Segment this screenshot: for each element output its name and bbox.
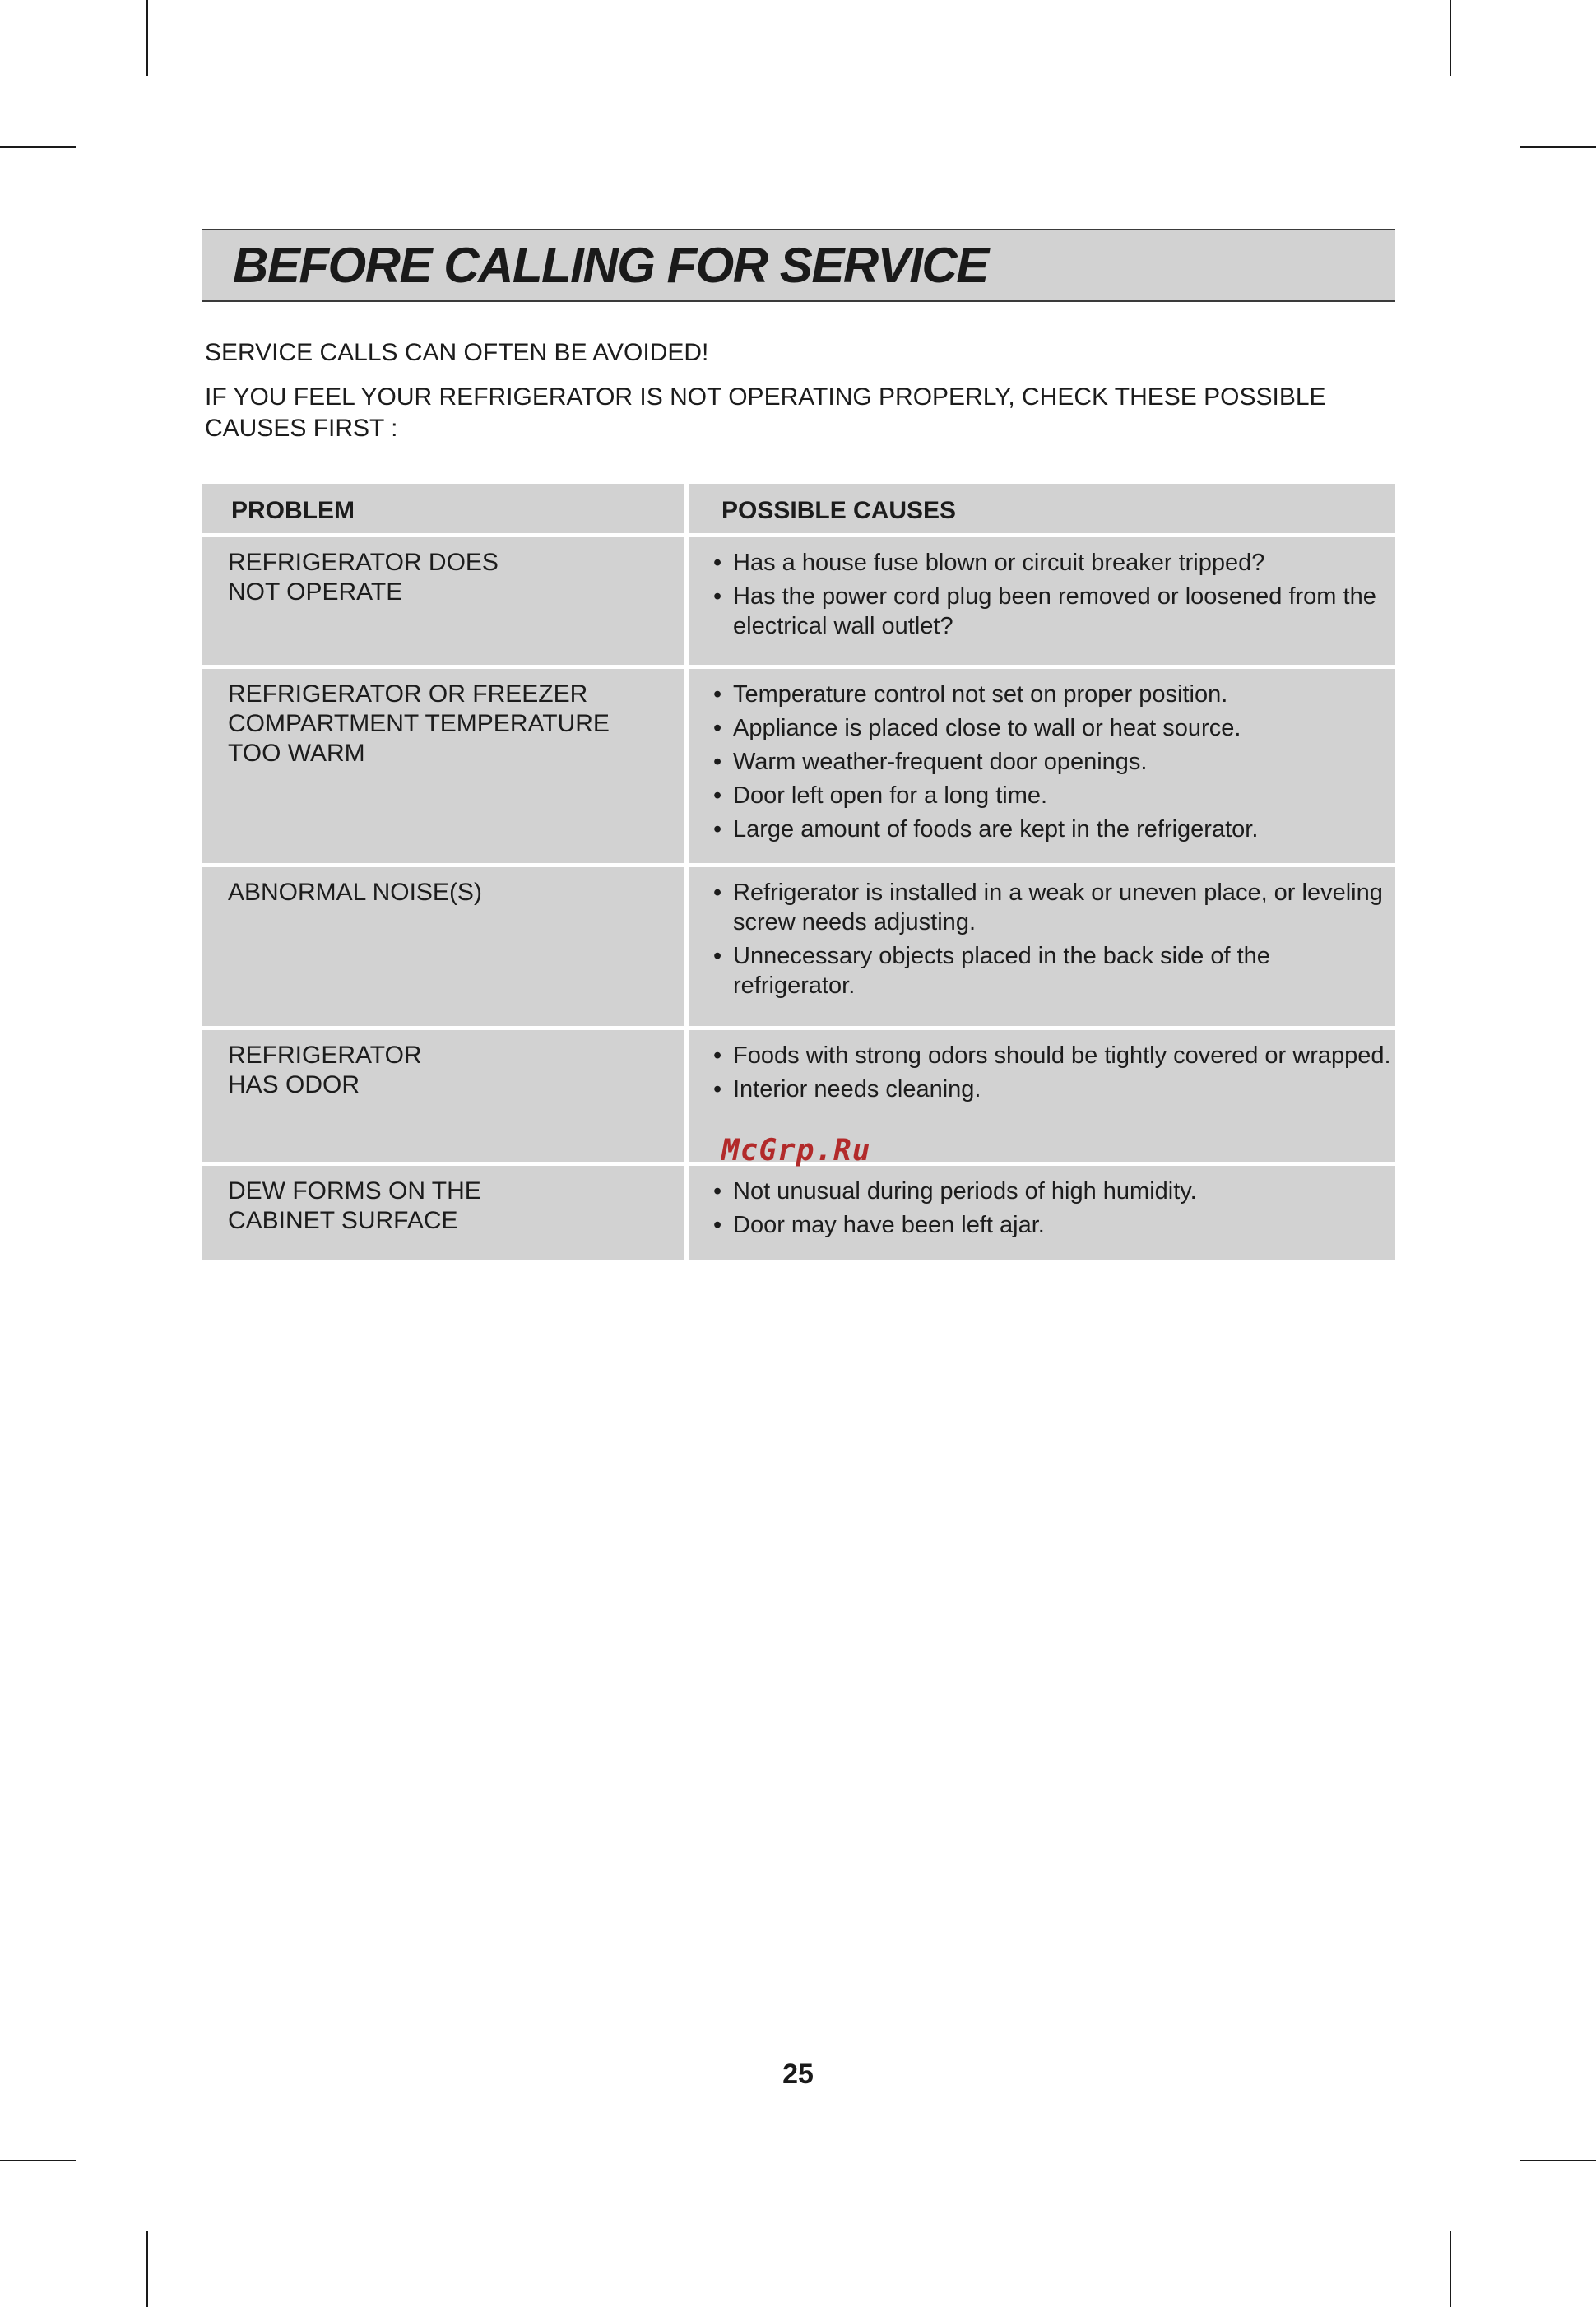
problem-cell bbox=[202, 669, 684, 863]
causes-cell bbox=[689, 867, 1395, 1026]
crop-mark bbox=[1450, 2231, 1451, 2307]
title-band bbox=[202, 229, 1395, 302]
causes-list bbox=[713, 1041, 1395, 1104]
problem-text: ABNORMAL NOISE(S) bbox=[228, 879, 482, 906]
intro-line-2b: CAUSES FIRST : bbox=[205, 415, 398, 442]
causes-list bbox=[713, 548, 1395, 641]
intro-line-1: SERVICE CALLS CAN OFTEN BE AVOIDED! bbox=[205, 339, 709, 366]
cause-item: • Interior needs cleaning. bbox=[713, 1075, 1395, 1104]
cause-item: • Door may have been left ajar. bbox=[713, 1210, 1395, 1240]
cause-item: • Foods with strong odors should be tightly covered or wrapped. bbox=[713, 1041, 1395, 1070]
problem-text: REFRIGERATOR OR FREEZER COMPARTMENT TEMPERATURE TOO WARM bbox=[228, 680, 610, 767]
intro-line-2a: IF YOU FEEL YOUR REFRIGERATOR IS NOT OPERATING PROPERLY, CHECK THESE POSSIBLE bbox=[205, 383, 1326, 411]
causes-list bbox=[713, 1177, 1395, 1240]
causes-cell bbox=[689, 1166, 1395, 1260]
table-header-row bbox=[202, 484, 1395, 533]
table-row bbox=[202, 1166, 1395, 1260]
page-number: 25 bbox=[782, 2059, 814, 2090]
watermark: McGrp.Ru bbox=[721, 1134, 871, 1167]
problem-cell bbox=[202, 537, 684, 665]
cause-item: • Warm weather-frequent door openings. bbox=[713, 747, 1395, 777]
crop-mark bbox=[1450, 0, 1451, 76]
problem-text: REFRIGERATOR HAS ODOR bbox=[228, 1042, 422, 1098]
crop-mark bbox=[146, 0, 148, 76]
cause-item: • Appliance is placed close to wall or heat source. bbox=[713, 713, 1395, 743]
cause-item: • Refrigerator is installed in a weak or uneven place, or leveling screw needs adjusting. bbox=[713, 878, 1395, 937]
causes-cell bbox=[689, 669, 1395, 863]
crop-mark bbox=[1520, 2160, 1596, 2161]
cause-item: • Door left open for a long time. bbox=[713, 781, 1395, 810]
problem-cell bbox=[202, 1030, 684, 1162]
problem-cell bbox=[202, 867, 684, 1026]
cause-item: • Has the power cord plug been removed or loosened from the electrical wall outlet? bbox=[713, 582, 1395, 641]
problem-text: DEW FORMS ON THE CABINET SURFACE bbox=[228, 1177, 481, 1234]
header-problem: PROBLEM bbox=[202, 484, 684, 533]
table-row bbox=[202, 537, 1395, 665]
crop-mark bbox=[146, 2231, 148, 2307]
causes-list bbox=[713, 680, 1395, 844]
problem-text: REFRIGERATOR DOES NOT OPERATE bbox=[228, 549, 499, 606]
crop-mark bbox=[1520, 146, 1596, 148]
cause-item: • Has a house fuse blown or circuit breaker tripped? bbox=[713, 548, 1395, 578]
header-possible-causes: POSSIBLE CAUSES bbox=[689, 484, 1395, 533]
crop-mark bbox=[0, 146, 76, 148]
causes-cell bbox=[689, 537, 1395, 665]
problem-cell bbox=[202, 1166, 684, 1260]
crop-mark bbox=[0, 2160, 76, 2161]
page-title: BEFORE CALLING FOR SERVICE bbox=[233, 238, 988, 293]
cause-item: • Large amount of foods are kept in the refrigerator. bbox=[713, 815, 1395, 844]
table-row bbox=[202, 867, 1395, 1026]
table-row bbox=[202, 669, 1395, 863]
cause-item: • Unnecessary objects placed in the back side of the refrigerator. bbox=[713, 941, 1395, 1000]
cause-item: • Temperature control not set on proper position. bbox=[713, 680, 1395, 709]
causes-list bbox=[713, 878, 1395, 1000]
cause-item: • Not unusual during periods of high humidity. bbox=[713, 1177, 1395, 1206]
